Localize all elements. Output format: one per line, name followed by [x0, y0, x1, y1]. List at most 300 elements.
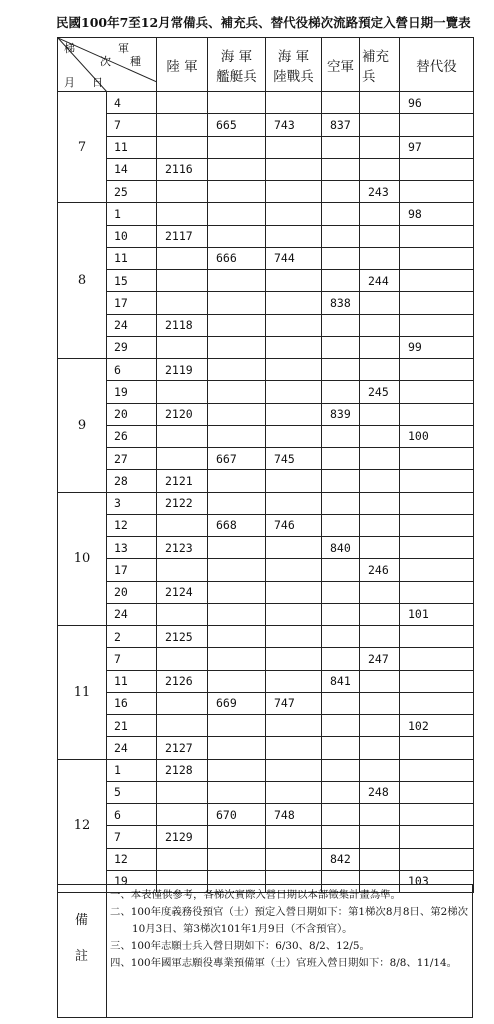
cell-marine: 747	[266, 692, 322, 714]
remarks-label-bottom: 註	[75, 949, 89, 964]
col-supplementary-line1: 補充	[362, 48, 389, 65]
cell-alt: 98	[400, 203, 474, 225]
cell-army	[157, 425, 208, 447]
cell-sup	[360, 247, 400, 269]
corner-label-5: 月	[64, 76, 75, 89]
cell-sup	[360, 759, 400, 781]
cell-sup	[360, 626, 400, 648]
remark-item-4: 四、100年國軍志願役專業預備軍（士）官班入營日期如下：8/8、11/14。	[110, 957, 458, 969]
cell-alt	[400, 759, 474, 781]
cell-marine	[266, 270, 322, 292]
cell-army: 2124	[157, 581, 208, 603]
cell-army	[157, 715, 208, 737]
cell-army: 2120	[157, 403, 208, 425]
cell-fleet: 669	[208, 692, 266, 714]
day-cell: 7	[107, 648, 157, 670]
remark-item-3: 三、100年志願士兵入營日期如下：6/30、8/2、12/5。	[110, 940, 370, 952]
cell-fleet	[208, 181, 266, 203]
cell-sup	[360, 804, 400, 826]
cell-marine	[266, 425, 322, 447]
cell-fleet	[208, 626, 266, 648]
cell-army	[157, 781, 208, 803]
cell-air	[322, 581, 360, 603]
cell-alt	[400, 158, 474, 180]
cell-fleet: 667	[208, 448, 266, 470]
day-cell: 17	[107, 559, 157, 581]
cell-marine	[266, 826, 322, 848]
cell-army: 2128	[157, 759, 208, 781]
cell-alt	[400, 848, 474, 870]
cell-sup	[360, 92, 400, 114]
table-row	[58, 804, 474, 826]
cell-alt: 101	[400, 603, 474, 625]
corner-label-3: 次	[100, 55, 111, 68]
month-cell: 11	[58, 626, 107, 760]
cell-army: 2117	[157, 225, 208, 247]
cell-alt	[400, 781, 474, 803]
cell-air: 837	[322, 114, 360, 136]
cell-army	[157, 559, 208, 581]
day-cell: 11	[107, 136, 157, 158]
col-army: 陸 軍	[157, 38, 208, 92]
cell-air: 838	[322, 292, 360, 314]
cell-fleet: 670	[208, 804, 266, 826]
cell-fleet	[208, 136, 266, 158]
cell-fleet: 665	[208, 114, 266, 136]
col-navy-marine	[266, 38, 322, 92]
cell-marine	[266, 603, 322, 625]
cell-alt: 100	[400, 425, 474, 447]
cell-air: 840	[322, 537, 360, 559]
cell-alt	[400, 314, 474, 336]
cell-marine	[266, 158, 322, 180]
cell-sup	[360, 336, 400, 358]
cell-air	[322, 314, 360, 336]
cell-air	[322, 692, 360, 714]
cell-army	[157, 247, 208, 269]
cell-air	[322, 203, 360, 225]
cell-marine: 748	[266, 804, 322, 826]
cell-marine	[266, 359, 322, 381]
day-cell: 27	[107, 448, 157, 470]
cell-army: 2127	[157, 737, 208, 759]
cell-sup	[360, 225, 400, 247]
table-row	[58, 448, 474, 470]
cell-air	[322, 559, 360, 581]
table-row	[58, 181, 474, 203]
day-cell: 19	[107, 381, 157, 403]
table-row	[58, 559, 474, 581]
cell-army	[157, 448, 208, 470]
table-row	[58, 514, 474, 536]
table-row	[58, 114, 474, 136]
cell-army: 2123	[157, 537, 208, 559]
cell-army: 2118	[157, 314, 208, 336]
cell-sup	[360, 158, 400, 180]
cell-marine	[266, 581, 322, 603]
day-cell: 6	[107, 804, 157, 826]
table-row	[58, 425, 474, 447]
cell-army	[157, 114, 208, 136]
table-row	[58, 492, 474, 514]
cell-marine: 746	[266, 514, 322, 536]
cell-alt	[400, 247, 474, 269]
table-row	[58, 603, 474, 625]
cell-sup	[360, 292, 400, 314]
col-supplementary-line2: 兵	[362, 68, 376, 85]
corner-header	[58, 38, 157, 92]
cell-marine	[266, 181, 322, 203]
remark-item-2: 二、100年度義務役預官（士）預定入營日期如下：第1梯次8月8日、第2梯次10月3日、第3梯次101年1月9日（不含預官）。	[110, 906, 468, 935]
month-cell: 12	[58, 759, 107, 893]
corner-label-4: 種	[130, 55, 141, 68]
day-cell: 7	[107, 826, 157, 848]
cell-fleet	[208, 826, 266, 848]
day-cell: 10	[107, 225, 157, 247]
cell-army	[157, 92, 208, 114]
cell-alt	[400, 270, 474, 292]
cell-fleet	[208, 848, 266, 870]
cell-air: 839	[322, 403, 360, 425]
cell-army: 2126	[157, 670, 208, 692]
table-row	[58, 848, 474, 870]
cell-marine	[266, 292, 322, 314]
cell-fleet	[208, 203, 266, 225]
table-row	[58, 470, 474, 492]
cell-marine	[266, 715, 322, 737]
remark-item-1: 一、本表僅供參考，各梯次實際入營日期以本部徵集計畫為準。	[110, 889, 401, 901]
cell-air	[322, 270, 360, 292]
month-cell: 8	[58, 203, 107, 359]
cell-fleet	[208, 492, 266, 514]
cell-air: 841	[322, 670, 360, 692]
cell-marine: 745	[266, 448, 322, 470]
cell-sup	[360, 514, 400, 536]
col-alternative: 替代役	[400, 38, 474, 92]
table-row	[58, 158, 474, 180]
cell-alt	[400, 470, 474, 492]
cell-army: 2129	[157, 826, 208, 848]
table-row	[58, 292, 474, 314]
cell-alt	[400, 448, 474, 470]
remarks-label-top: 備	[75, 913, 89, 928]
day-cell: 4	[107, 92, 157, 114]
page-title: 民國100年7至12月常備兵、補充兵、替代役梯次流路預定入營日期一覽表	[56, 15, 471, 30]
day-cell: 29	[107, 336, 157, 358]
cell-marine: 744	[266, 247, 322, 269]
cell-air	[322, 492, 360, 514]
table-row	[58, 247, 474, 269]
cell-fleet	[208, 559, 266, 581]
cell-alt	[400, 737, 474, 759]
day-cell: 17	[107, 292, 157, 314]
cell-alt	[400, 826, 474, 848]
cell-alt: 102	[400, 715, 474, 737]
cell-air	[322, 381, 360, 403]
day-cell: 14	[107, 158, 157, 180]
col-supplementary	[360, 38, 400, 92]
day-cell: 25	[107, 181, 157, 203]
cell-fleet	[208, 292, 266, 314]
day-cell: 24	[107, 314, 157, 336]
cell-alt: 103	[400, 870, 474, 892]
cell-alt	[400, 804, 474, 826]
table-row	[58, 225, 474, 247]
cell-sup	[360, 603, 400, 625]
cell-army	[157, 381, 208, 403]
cell-army	[157, 203, 208, 225]
cell-marine	[266, 470, 322, 492]
cell-alt	[400, 537, 474, 559]
cell-sup	[360, 737, 400, 759]
cell-marine	[266, 559, 322, 581]
cell-army: 2116	[157, 158, 208, 180]
day-cell: 21	[107, 715, 157, 737]
table-row	[58, 759, 474, 781]
cell-marine	[266, 492, 322, 514]
cell-sup: 246	[360, 559, 400, 581]
cell-marine	[266, 136, 322, 158]
cell-alt: 99	[400, 336, 474, 358]
table-row	[58, 692, 474, 714]
cell-air	[322, 626, 360, 648]
cell-air	[322, 336, 360, 358]
day-cell: 12	[107, 514, 157, 536]
day-cell: 16	[107, 692, 157, 714]
cell-fleet	[208, 648, 266, 670]
table-row	[58, 336, 474, 358]
cell-air	[322, 826, 360, 848]
cell-alt: 96	[400, 92, 474, 114]
table-row	[58, 826, 474, 848]
cell-air	[322, 425, 360, 447]
cell-fleet	[208, 759, 266, 781]
cell-air	[322, 715, 360, 737]
day-cell: 7	[107, 114, 157, 136]
cell-air	[322, 781, 360, 803]
schedule-body	[58, 92, 474, 893]
day-cell: 12	[107, 848, 157, 870]
table-row	[58, 403, 474, 425]
cell-sup	[360, 670, 400, 692]
cell-sup	[360, 314, 400, 336]
cell-fleet	[208, 314, 266, 336]
table-row	[58, 581, 474, 603]
cell-army: 2122	[157, 492, 208, 514]
cell-alt	[400, 626, 474, 648]
cell-army	[157, 648, 208, 670]
cell-air	[322, 804, 360, 826]
cell-marine	[266, 92, 322, 114]
day-cell: 1	[107, 759, 157, 781]
col-navy-marine-line2: 陸戰兵	[273, 68, 314, 85]
table-row	[58, 781, 474, 803]
corner-label-2: 軍	[118, 42, 129, 55]
cell-marine	[266, 314, 322, 336]
cell-army	[157, 136, 208, 158]
day-cell: 15	[107, 270, 157, 292]
cell-alt	[400, 359, 474, 381]
cell-air	[322, 648, 360, 670]
cell-fleet	[208, 336, 266, 358]
cell-sup	[360, 403, 400, 425]
cell-fleet	[208, 537, 266, 559]
cell-alt	[400, 292, 474, 314]
cell-sup	[360, 692, 400, 714]
day-cell: 5	[107, 781, 157, 803]
cell-fleet	[208, 270, 266, 292]
cell-fleet	[208, 470, 266, 492]
cell-alt	[400, 381, 474, 403]
cell-air	[322, 158, 360, 180]
cell-marine	[266, 381, 322, 403]
day-cell: 11	[107, 247, 157, 269]
cell-army	[157, 270, 208, 292]
cell-sup	[360, 203, 400, 225]
cell-air	[322, 448, 360, 470]
cell-marine	[266, 537, 322, 559]
cell-fleet	[208, 359, 266, 381]
day-cell: 6	[107, 359, 157, 381]
col-navy-fleet-line1: 海 軍	[220, 48, 253, 65]
cell-fleet	[208, 403, 266, 425]
cell-army: 2121	[157, 470, 208, 492]
cell-alt	[400, 403, 474, 425]
cell-alt	[400, 514, 474, 536]
cell-alt: 97	[400, 136, 474, 158]
cell-sup: 247	[360, 648, 400, 670]
table-row	[58, 670, 474, 692]
cell-sup	[360, 537, 400, 559]
header-row	[58, 38, 474, 92]
cell-alt	[400, 181, 474, 203]
table-row	[58, 314, 474, 336]
cell-air	[322, 759, 360, 781]
cell-air	[322, 603, 360, 625]
cell-marine	[266, 759, 322, 781]
table-row	[58, 270, 474, 292]
table-row	[58, 626, 474, 648]
cell-air	[322, 136, 360, 158]
cell-sup	[360, 826, 400, 848]
cell-sup: 245	[360, 381, 400, 403]
cell-army: 2119	[157, 359, 208, 381]
cell-sup	[360, 425, 400, 447]
table-row	[58, 136, 474, 158]
cell-sup	[360, 470, 400, 492]
cell-air	[322, 470, 360, 492]
month-cell: 7	[58, 92, 107, 203]
cell-alt	[400, 581, 474, 603]
cell-sup: 243	[360, 181, 400, 203]
cell-fleet	[208, 158, 266, 180]
day-cell: 24	[107, 603, 157, 625]
cell-marine	[266, 737, 322, 759]
cell-marine	[266, 403, 322, 425]
cell-marine	[266, 336, 322, 358]
month-cell: 10	[58, 492, 107, 626]
table-row	[58, 92, 474, 114]
cell-marine	[266, 225, 322, 247]
cell-army: 2125	[157, 626, 208, 648]
table-row	[58, 648, 474, 670]
month-cell: 9	[58, 359, 107, 493]
cell-alt	[400, 648, 474, 670]
day-cell: 24	[107, 737, 157, 759]
cell-air	[322, 247, 360, 269]
cell-alt	[400, 114, 474, 136]
remarks-box	[57, 884, 473, 1018]
day-cell: 20	[107, 403, 157, 425]
cell-sup: 244	[360, 270, 400, 292]
cell-air	[322, 737, 360, 759]
cell-fleet	[208, 737, 266, 759]
cell-sup	[360, 848, 400, 870]
cell-marine: 743	[266, 114, 322, 136]
cell-army	[157, 692, 208, 714]
col-airforce: 空軍	[322, 38, 360, 92]
cell-fleet	[208, 425, 266, 447]
cell-fleet	[208, 92, 266, 114]
col-navy-fleet-line2: 艦艇兵	[216, 68, 257, 85]
cell-air	[322, 92, 360, 114]
day-cell: 20	[107, 581, 157, 603]
cell-marine	[266, 203, 322, 225]
cell-fleet	[208, 603, 266, 625]
table-row	[58, 537, 474, 559]
table-row	[58, 381, 474, 403]
cell-sup: 248	[360, 781, 400, 803]
cell-marine	[266, 648, 322, 670]
day-cell: 19	[107, 870, 157, 892]
cell-fleet	[208, 781, 266, 803]
cell-alt	[400, 559, 474, 581]
cell-army	[157, 804, 208, 826]
cell-marine	[266, 670, 322, 692]
cell-army	[157, 181, 208, 203]
cell-fleet	[208, 715, 266, 737]
cell-fleet	[208, 225, 266, 247]
cell-alt	[400, 492, 474, 514]
table-row	[58, 737, 474, 759]
corner-label-1: 梯	[64, 42, 75, 55]
cell-air	[322, 225, 360, 247]
day-cell: 3	[107, 492, 157, 514]
cell-marine	[266, 626, 322, 648]
table-row	[58, 203, 474, 225]
cell-army	[157, 603, 208, 625]
day-cell: 11	[107, 670, 157, 692]
table-row	[58, 359, 474, 381]
cell-alt	[400, 225, 474, 247]
cell-air	[322, 181, 360, 203]
cell-air	[322, 514, 360, 536]
day-cell: 1	[107, 203, 157, 225]
cell-marine	[266, 781, 322, 803]
cell-sup	[360, 114, 400, 136]
cell-sup	[360, 581, 400, 603]
cell-sup	[360, 715, 400, 737]
corner-label-6: 日	[92, 76, 103, 89]
table-row	[58, 715, 474, 737]
cell-fleet	[208, 381, 266, 403]
cell-fleet: 666	[208, 247, 266, 269]
day-cell: 2	[107, 626, 157, 648]
cell-army	[157, 514, 208, 536]
day-cell: 26	[107, 425, 157, 447]
cell-fleet: 668	[208, 514, 266, 536]
cell-army	[157, 848, 208, 870]
